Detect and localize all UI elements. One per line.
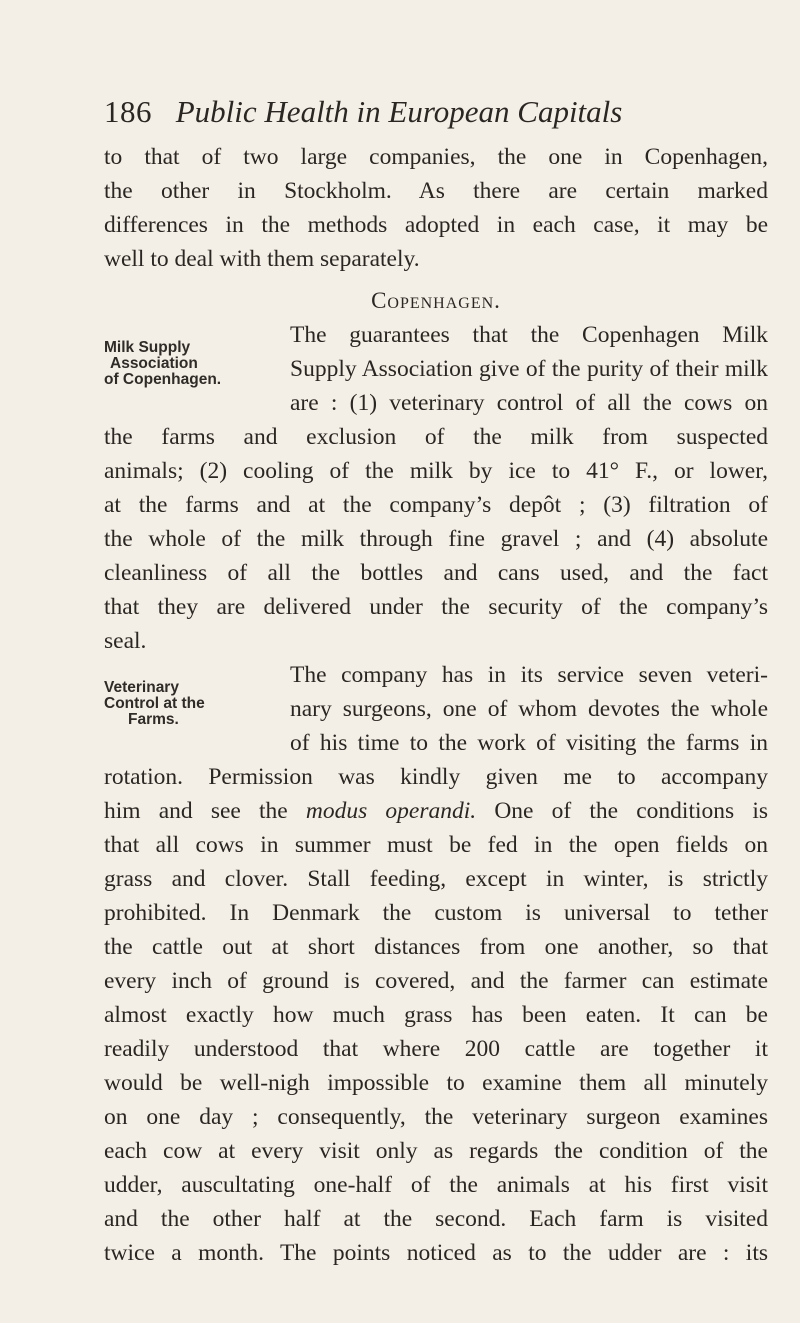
text-line: on one day ; consequently, the veterinary surgeon examines xyxy=(104,1104,768,1130)
text-line: cleanliness of all the bottles and cans used, and the fact xyxy=(104,560,768,586)
text-line: The guarantees that the Copenhagen Milk xyxy=(290,322,768,348)
margin-note-line: Association xyxy=(110,355,198,372)
text-line: prohibited. In Denmark the custom is universal to tether xyxy=(104,900,768,926)
text-line: that all cows in summer must be fed in the open fields on xyxy=(104,832,768,858)
text-line: the other in Stockholm. As there are certain marked xyxy=(104,178,768,204)
text-line: each cow at every visit only as regards the condition of the xyxy=(104,1138,768,1164)
text-fragment: One of the conditions is xyxy=(494,798,768,824)
italic-phrase: modus operandi. xyxy=(305,798,477,824)
margin-note-line: Control at the xyxy=(104,695,205,712)
paragraph-veterinary-control xyxy=(104,658,768,1270)
text-line: animals; (2) cooling of the milk by ice to 41° F., or lower, xyxy=(104,458,768,484)
text-line-with-italic xyxy=(104,794,768,828)
page-number: 186 xyxy=(104,94,152,129)
text-line: and the other half at the second. Each farm is visited xyxy=(104,1206,768,1232)
text-line: would be well-nigh impossible to examine them all minutely xyxy=(104,1070,768,1096)
text-line: the cattle out at short distances from one another, so that xyxy=(104,934,768,960)
paragraph-milk-supply xyxy=(104,318,768,658)
text-line: twice a month. The points noticed as to the udder are : its xyxy=(104,1240,768,1266)
text-line: every inch of ground is covered, and the farmer can estimate xyxy=(104,968,768,994)
page-body xyxy=(104,140,768,1270)
margin-note-line: Farms. xyxy=(128,711,179,728)
text-line: udder, auscultating one-half of the animals at his first visit xyxy=(104,1172,768,1198)
text-line: almost exactly how much grass has been eaten. It can be xyxy=(104,1002,768,1028)
text-line: the farms and exclusion of the milk from suspected xyxy=(104,424,768,450)
text-fragment: him and see the xyxy=(104,798,288,824)
text-line: nary surgeons, one of whom devotes the whole xyxy=(290,696,768,722)
text-line: grass and clover. Stall feeding, except in winter, is strictly xyxy=(104,866,768,892)
section-heading: Copenhagen. xyxy=(371,288,501,313)
margin-note-line: Milk Supply xyxy=(104,339,191,356)
margin-note-line: of Copenhagen. xyxy=(104,371,222,388)
text-line: of his time to the work of visiting the farms in xyxy=(290,730,768,756)
margin-note-milk-supply xyxy=(104,340,304,388)
text-line: rotation. Permission was kindly given me to accompany xyxy=(104,764,768,790)
margin-note-veterinary-control xyxy=(104,680,304,728)
text-line: at the farms and at the company’s depôt ; (3) filtration of xyxy=(104,492,768,518)
text-line: seal. xyxy=(104,628,147,654)
text-line: readily understood that where 200 cattle are together it xyxy=(104,1036,768,1062)
text-line: are : (1) veterinary control of all the cows on xyxy=(290,390,768,416)
text-line: to that of two large companies, the one in Copenhagen, xyxy=(104,144,768,170)
margin-note-line: Veterinary xyxy=(104,679,179,696)
text-line: The company has in its service seven veteri- xyxy=(290,662,768,688)
text-line: differences in the methods adopted in each case, it may be xyxy=(104,212,768,238)
text-line: Supply Association give of the purity of their milk xyxy=(290,356,768,382)
text-line: the whole of the milk through fine gravel ; and (4) absolute xyxy=(104,526,768,552)
running-title: Public Health in European Capitals xyxy=(175,94,623,129)
page-header xyxy=(104,92,744,132)
text-line: well to deal with them separately. xyxy=(104,246,420,272)
text-line: that they are delivered under the security of the company’s xyxy=(104,594,768,620)
